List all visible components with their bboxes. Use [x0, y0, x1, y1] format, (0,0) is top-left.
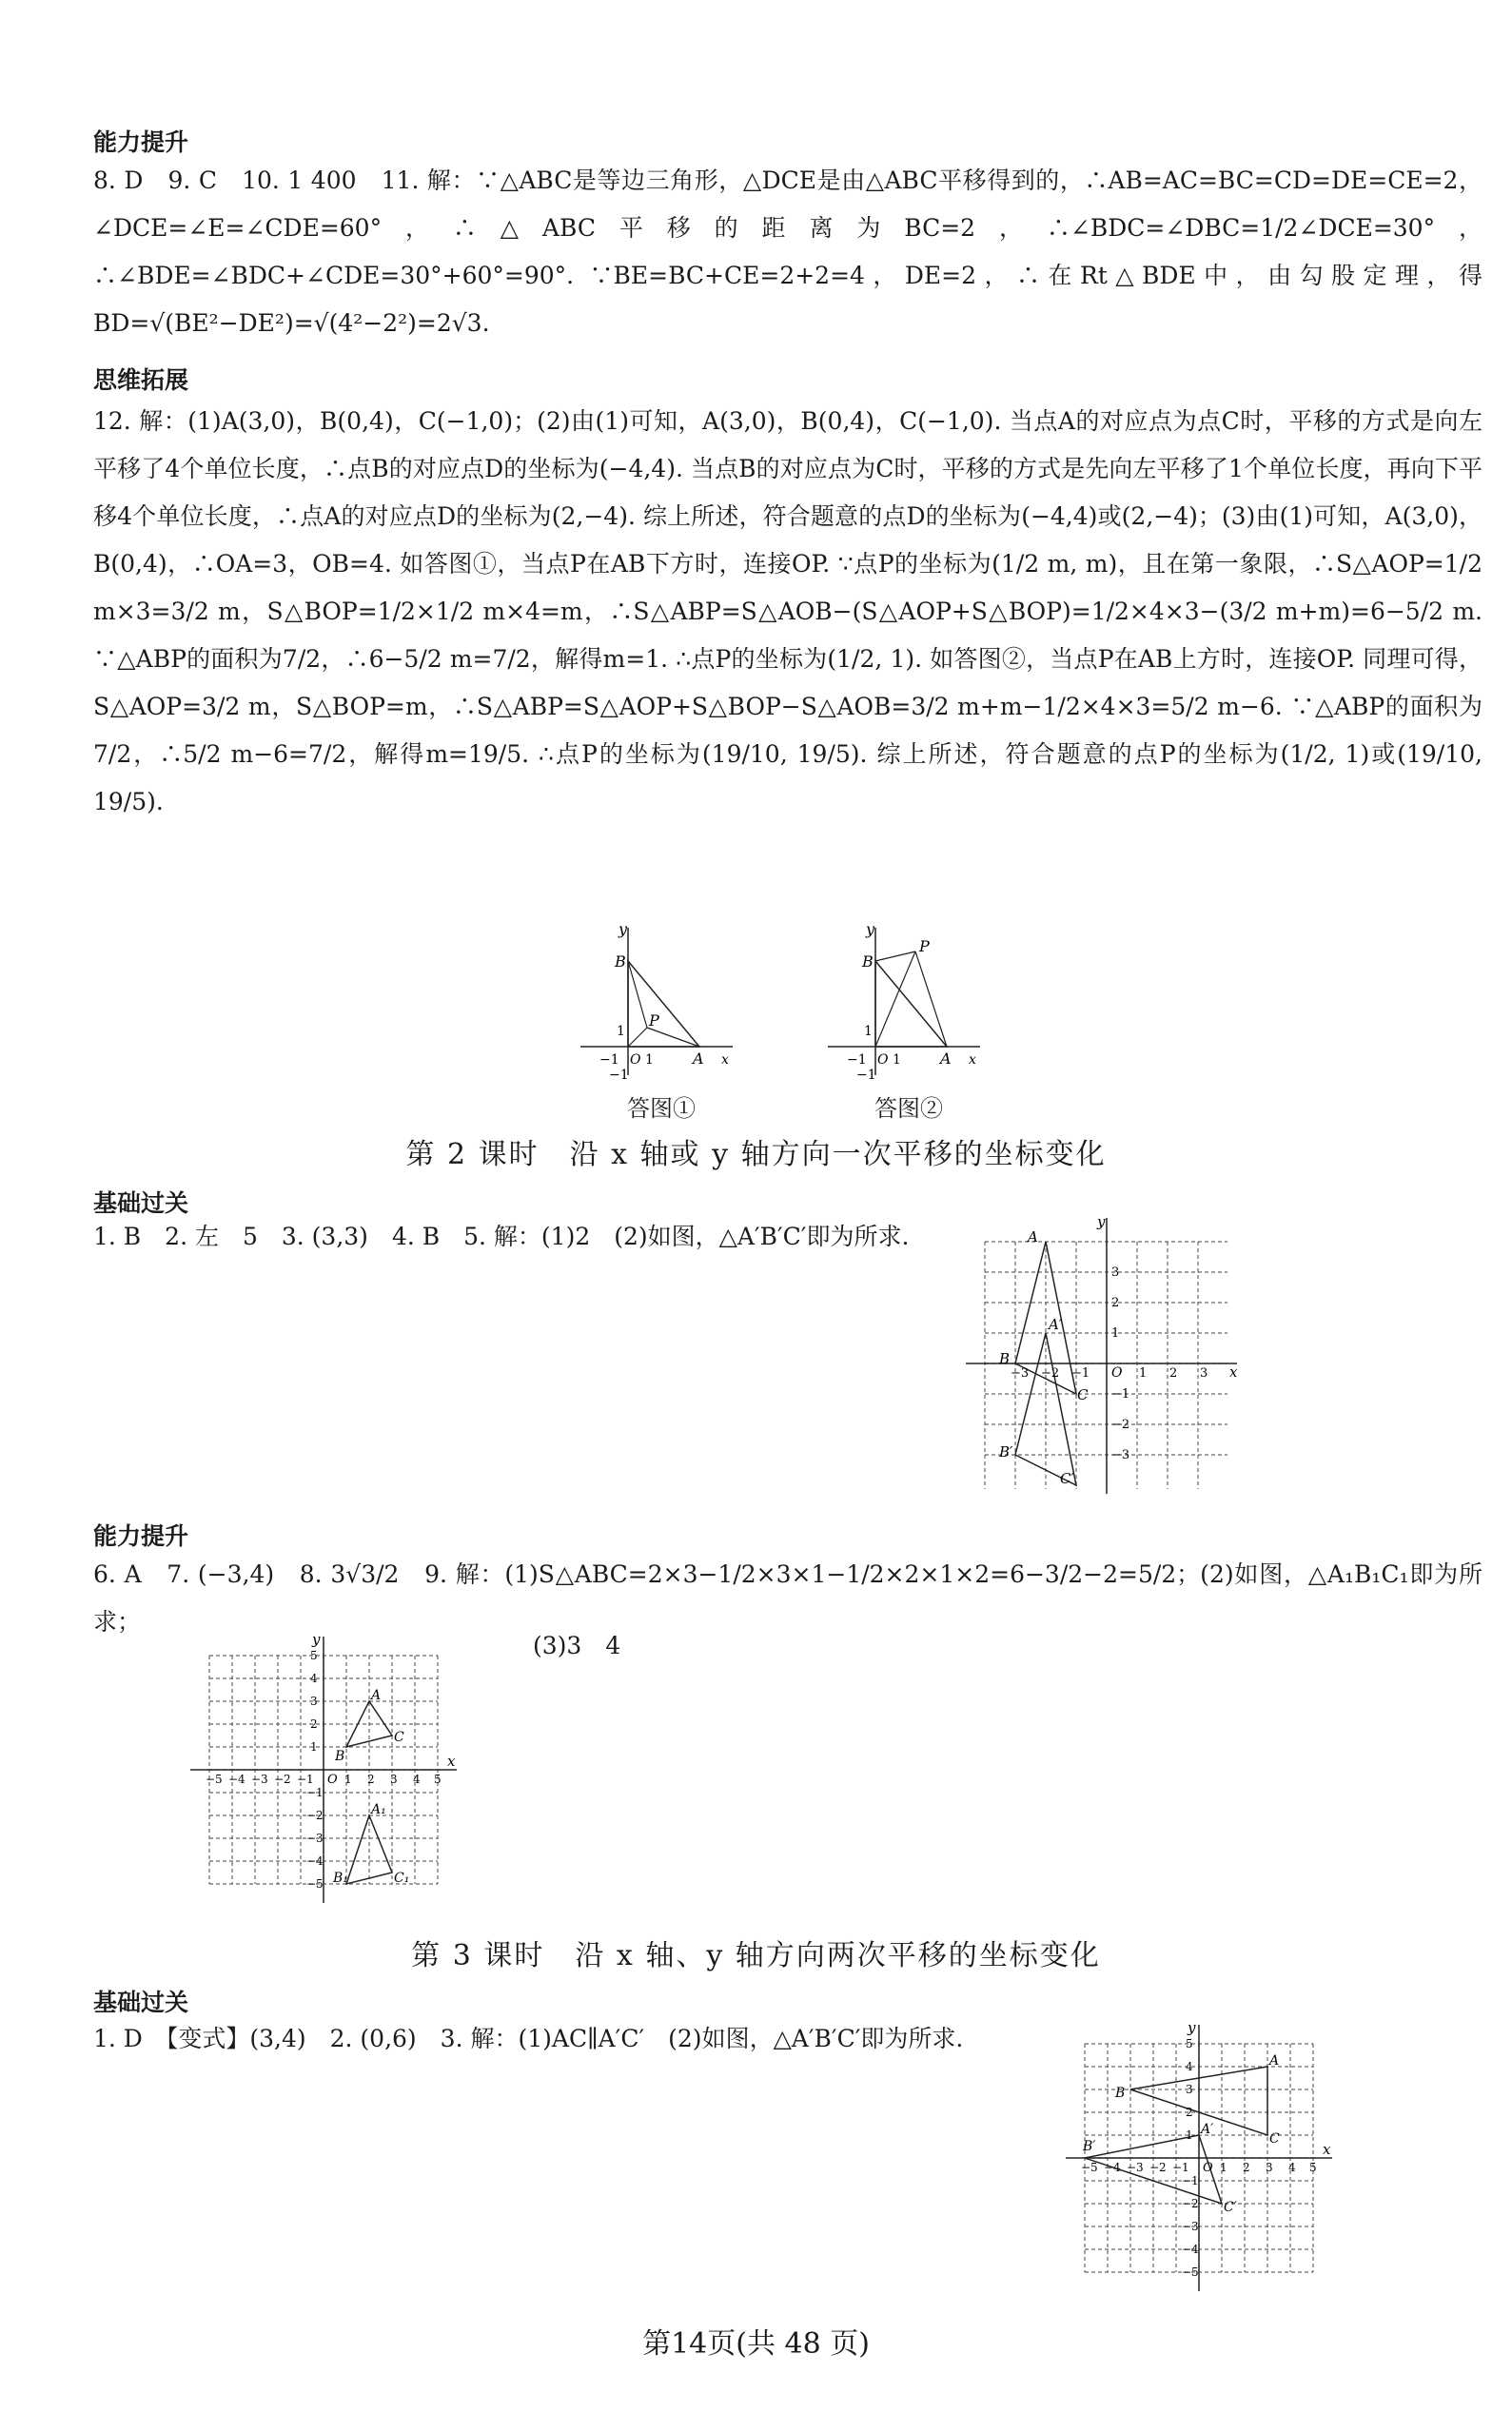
svg-text:4: 4 — [1288, 2161, 1296, 2174]
svg-text:−1: −1 — [847, 1052, 867, 1068]
svg-text:−3: −3 — [1127, 2161, 1144, 2174]
svg-text:3: 3 — [1266, 2161, 1273, 2174]
svg-text:A′: A′ — [1201, 2122, 1214, 2137]
figure-answer-1 — [580, 923, 742, 1085]
svg-text:C: C — [1077, 1386, 1089, 1403]
svg-text:O: O — [630, 1052, 641, 1068]
svg-text:y: y — [1188, 2019, 1196, 2036]
svg-text:−1: −1 — [1071, 1366, 1090, 1381]
svg-text:1: 1 — [1186, 2128, 1193, 2142]
svg-text:3: 3 — [1186, 2083, 1193, 2096]
svg-text:B: B — [999, 1350, 1011, 1367]
answer-9-part3: (3)3 4 — [533, 1632, 621, 1659]
svg-text:−4: −4 — [1104, 2161, 1121, 2174]
svg-text:−2: −2 — [1149, 2161, 1167, 2174]
svg-text:2: 2 — [1169, 1366, 1178, 1381]
svg-text:1: 1 — [1139, 1366, 1148, 1381]
grid-figure-lesson2 — [961, 1213, 1247, 1499]
svg-text:−3: −3 — [1182, 2220, 1199, 2233]
svg-text:3: 3 — [1200, 1366, 1208, 1381]
answer-paragraph-lesson2-6-9: 6. A 7. (−3,4) 8. 3√3/2 9. 解：(1)S△ABC=2×3−1/2×3×1−1/2×2×1×2=6−3/2−2=5/2；(2)如图，△A₁B₁C₁即为所求； — [93, 1560, 1483, 1636]
svg-text:P: P — [649, 1011, 659, 1030]
svg-text:3: 3 — [1111, 1265, 1120, 1280]
svg-text:B: B — [615, 952, 626, 971]
svg-text:A′: A′ — [1049, 1316, 1063, 1333]
svg-text:2: 2 — [1243, 2161, 1250, 2174]
svg-text:x: x — [447, 1753, 456, 1770]
svg-text:3: 3 — [310, 1695, 318, 1708]
svg-text:4: 4 — [1186, 2060, 1193, 2073]
svg-text:5: 5 — [310, 1649, 318, 1662]
svg-text:4: 4 — [310, 1672, 318, 1685]
svg-text:1: 1 — [864, 1024, 873, 1039]
svg-text:O: O — [877, 1052, 889, 1068]
svg-text:−3: −3 — [306, 1832, 324, 1845]
svg-text:−2: −2 — [1111, 1418, 1130, 1432]
lesson-2-title: 第 2 课时 沿 x 轴或 y 轴方向一次平移的坐标变化 — [405, 1138, 1107, 1171]
svg-text:−4: −4 — [1182, 2243, 1199, 2256]
answer-paragraph-12: 12. 解：(1)A(3,0)，B(0,4)，C(−1,0)；(2)由(1)可知，A(3,0)，B(0,4)，C(−1,0). 当点A的对应点为点C时，平移的方式是向左平移了4个单位长度，∴点B的对应点D的坐标为(−4,4). 当点B的对应点为C时，平移的方式是先向左平移了1个单位长度，再向下平移4个单位长度，∴点A的对应点D的坐标为(2,−4). 综上所述，符合题意的点D的坐标为(−4,4)或(2,−4)；(3)由(1)可知，A(3,0)，B(0,4)，∴OA=3，OB=4. 如答图①，当点P在AB下方时，连接OP. ∵点P的坐标为(1/2 m, m)，且在第一象限，∴S△AOP=1/2 m×3=3/2 m，S△BOP=1/2×1/2 m×4=m，∴S△ABP=S△AOB−(S△AOP+S△BOP)=1/2×4×3−(3/2 m+m)=6−5/2 m. ∵△ABP的面积为7/2，∴6−5/2 m=7/2，解得m=1. ∴点P的坐标为(1/2, 1). 如答图②，当点P在AB上方时，连接OP. 同理可得，S△AOP=3/2 m，S△BOP=m，∴S△ABP=S△AOP+S△BOP−S△AOB=3/2 m+m−1/2×4×3=5/2 m−6. ∵△ABP的面积为7/2，∴5/2 m−6=7/2，解得m=19/5. ∴点P的坐标为(19/10, 19/5). 综上所述，符合题意的点P的坐标为(1/2, 1)或(19/10, 19/5). — [93, 407, 1483, 815]
svg-text:A: A — [371, 1688, 382, 1703]
svg-text:−1: −1 — [609, 1068, 629, 1083]
svg-text:y: y — [312, 1631, 321, 1648]
svg-text:1: 1 — [344, 1773, 352, 1786]
svg-text:−4: −4 — [228, 1773, 245, 1786]
figure-caption-1: 答图① — [627, 1095, 696, 1122]
figure-answer-2 — [828, 923, 990, 1085]
svg-text:P: P — [919, 937, 930, 955]
svg-text:−1: −1 — [297, 1773, 314, 1786]
lesson-3-title: 第 3 课时 沿 x 轴、y 轴方向两次平移的坐标变化 — [411, 1939, 1101, 1972]
svg-text:−5: −5 — [1081, 2161, 1098, 2174]
svg-text:y: y — [1097, 1213, 1106, 1230]
svg-text:−5: −5 — [206, 1773, 223, 1786]
svg-text:−2: −2 — [1182, 2197, 1199, 2210]
svg-text:2: 2 — [367, 1773, 375, 1786]
svg-text:−3: −3 — [1011, 1366, 1030, 1381]
section-heading-ability-2: 能力提升 — [93, 1522, 189, 1550]
svg-text:−1: −1 — [1182, 2174, 1199, 2187]
svg-text:C′: C′ — [1060, 1470, 1074, 1487]
svg-text:B′: B′ — [999, 1443, 1013, 1461]
svg-text:y: y — [866, 923, 875, 938]
svg-text:A: A — [693, 1049, 704, 1068]
svg-text:1: 1 — [310, 1740, 318, 1754]
svg-text:−5: −5 — [306, 1877, 324, 1891]
answer-paragraph-8-11: 8. D 9. C 10. 1 400 11. 解：∵△ABC是等边三角形，△DCE是由△ABC平移得到的，∴AB=AC=BC=CD=DE=CE=2，∠DCE=∠E=∠CDE=60°，∴△ABC平移的距离为BC=2，∴∠BDC=∠DBC=1/2∠DCE=30°，∴∠BDE=∠BDC+∠CDE=30°+60°=90°. ∵BE=BC+CE=2+2=4，DE=2，∴在Rt△BDE中，由勾股定理，得BD=√(BE²−DE²)=√(4²−2²)=2√3. — [93, 167, 1483, 337]
svg-text:A: A — [1028, 1228, 1038, 1245]
svg-text:−2: −2 — [274, 1773, 291, 1786]
svg-text:1: 1 — [1111, 1326, 1120, 1341]
svg-text:x: x — [1229, 1363, 1238, 1381]
svg-text:O: O — [327, 1773, 338, 1787]
svg-text:4: 4 — [413, 1773, 421, 1786]
svg-text:−4: −4 — [306, 1854, 324, 1868]
svg-text:B₁: B₁ — [333, 1871, 348, 1886]
svg-text:−1: −1 — [856, 1068, 876, 1083]
section-heading-extension: 思维拓展 — [93, 366, 189, 394]
svg-text:−5: −5 — [1182, 2265, 1199, 2279]
svg-text:O: O — [1111, 1365, 1123, 1381]
svg-text:−1: −1 — [599, 1052, 619, 1068]
svg-text:C: C — [1269, 2131, 1280, 2147]
svg-text:1: 1 — [645, 1052, 654, 1068]
svg-text:−3: −3 — [1111, 1448, 1130, 1462]
grid-figure-q9 — [181, 1627, 466, 1912]
svg-text:A₁: A₁ — [371, 1802, 386, 1817]
svg-text:2: 2 — [1111, 1296, 1120, 1310]
svg-text:1: 1 — [617, 1024, 625, 1039]
svg-text:C′: C′ — [1224, 2200, 1237, 2215]
grid-figure-lesson3 — [1056, 2015, 1342, 2301]
section-heading-ability: 能力提升 — [93, 128, 189, 156]
section-heading-basic-3: 基础过关 — [93, 1989, 189, 2016]
svg-text:B: B — [1115, 2086, 1126, 2101]
svg-text:5: 5 — [1186, 2037, 1193, 2050]
svg-text:2: 2 — [1186, 2106, 1193, 2119]
svg-text:5: 5 — [434, 1773, 442, 1786]
svg-text:−1: −1 — [1172, 2161, 1189, 2174]
svg-text:2: 2 — [310, 1717, 318, 1731]
svg-text:A: A — [940, 1049, 952, 1068]
section-heading-basic: 基础过关 — [93, 1189, 189, 1217]
svg-text:A: A — [1269, 2053, 1280, 2069]
figure-caption-2: 答图② — [874, 1095, 943, 1122]
svg-text:−1: −1 — [306, 1786, 324, 1799]
svg-text:B: B — [335, 1749, 345, 1764]
svg-text:B′: B′ — [1083, 2139, 1096, 2154]
svg-text:−1: −1 — [1111, 1387, 1130, 1402]
svg-text:B: B — [862, 952, 874, 971]
svg-text:x: x — [1323, 2141, 1331, 2158]
svg-text:−3: −3 — [251, 1773, 268, 1786]
svg-text:x: x — [721, 1052, 729, 1068]
svg-text:O: O — [1203, 2161, 1213, 2175]
svg-text:C: C — [394, 1730, 404, 1745]
svg-text:1: 1 — [1220, 2161, 1227, 2174]
svg-text:−2: −2 — [1041, 1366, 1060, 1381]
page-footer: 第14页(共 48 页) — [642, 2327, 870, 2361]
svg-text:C₁: C₁ — [394, 1871, 410, 1886]
svg-text:5: 5 — [1309, 2161, 1317, 2174]
svg-text:−2: −2 — [306, 1809, 324, 1822]
svg-text:x: x — [969, 1052, 976, 1068]
svg-text:y: y — [619, 923, 628, 938]
answer-paragraph-lesson3-1-3: 1. D 【变式】(3,4) 2. (0,6) 3. 解：(1)AC∥A′C′ (2)如图，△A′B′C′即为所求. — [93, 2025, 964, 2052]
answer-paragraph-lesson2-1-5: 1. B 2. 左 5 3. (3,3) 4. B 5. 解：(1)2 (2)如图，△A′B′C′即为所求. — [93, 1223, 910, 1250]
svg-text:3: 3 — [390, 1773, 398, 1786]
svg-text:1: 1 — [893, 1052, 901, 1068]
